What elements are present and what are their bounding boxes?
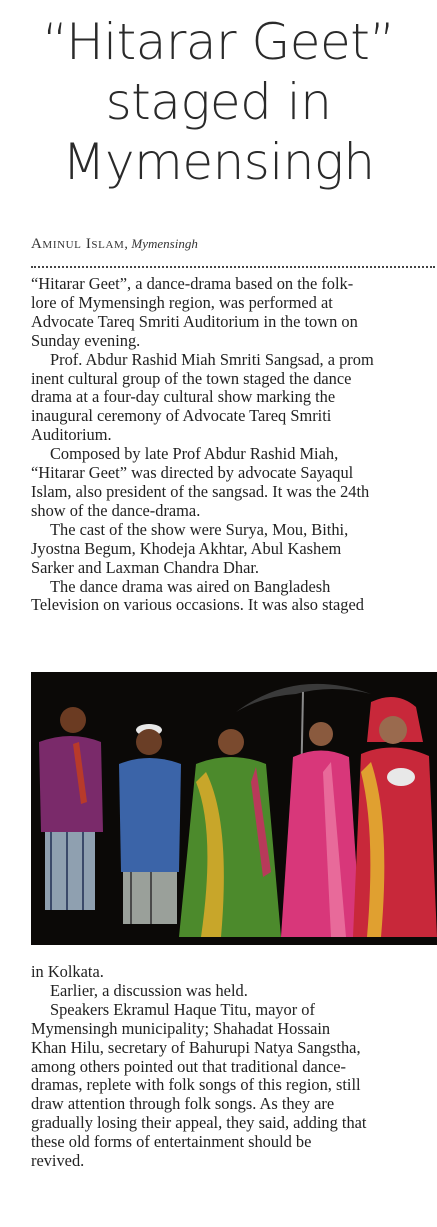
text-line: “Hitarar Geet” was directed by advocate Sayaqul	[31, 463, 354, 483]
text-line: Prof. Abdur Rashid Miah Smriti Sangsad, a prom	[50, 349, 374, 369]
article-body-bottom	[31, 963, 437, 1171]
text-line: lore of Mymensingh region, was performed at	[31, 292, 333, 312]
text-line: Islam, also president of the sangsad. It was the 24th	[31, 481, 370, 501]
text-line: inent cultural group of the town staged the dance	[31, 368, 352, 388]
text-line: Khan Hilu, secretary of Bahurupi Natya Sangstha,	[31, 1037, 361, 1057]
text-line: Earlier, a discussion was held.	[50, 980, 248, 1000]
text-line: Jyostna Begum, Khodeja Akhtar, Abul Kashem	[31, 538, 342, 558]
text-line: dramas, replete with folk songs of this region, still	[31, 1075, 361, 1095]
headline-line-3: Mymensingh	[62, 133, 375, 191]
text-line: show of the dance-drama.	[31, 500, 201, 520]
text-line: The cast of the show were Surya, Mou, Bithi,	[50, 519, 349, 539]
text-line: Mymensingh municipality; Shahadat Hossain	[31, 1018, 331, 1038]
text-line: The dance drama was aired on Bangladesh	[50, 576, 331, 596]
headline-line-2: staged in	[105, 73, 332, 131]
text-line: revived.	[31, 1151, 85, 1171]
text-line: “Hitarar Geet”, a dance-drama based on the folk-	[31, 274, 354, 293]
byline-separator: ,	[124, 237, 128, 252]
headline	[0, 12, 437, 192]
article-body-top	[31, 275, 437, 615]
text-line: Speakers Ekramul Haque Titu, mayor of	[50, 999, 315, 1019]
text-line: Sunday evening.	[31, 330, 141, 350]
text-line: Television on various occasions. It was also staged	[31, 595, 364, 615]
text-line: Sarker and Laxman Chandra Dhar.	[31, 557, 260, 577]
headline-line-1: “Hitarar Geet”	[42, 13, 395, 71]
text-line: inaugural ceremony of Advocate Tareq Smriti	[31, 406, 332, 426]
byline-author: Aminul Islam	[31, 236, 125, 252]
text-line: Composed by late Prof Abdur Rashid Miah,	[50, 444, 339, 464]
text-line: these old forms of entertainment should be	[31, 1132, 312, 1152]
text-line: Advocate Tareq Smriti Auditorium in the town on	[31, 311, 358, 331]
dotted-divider	[31, 266, 435, 268]
text-line: in Kolkata.	[31, 962, 104, 981]
text-line: gradually losing their appeal, they said, adding that	[31, 1113, 367, 1133]
stage-photo	[31, 672, 437, 945]
text-line: Auditorium.	[31, 425, 112, 445]
text-line: drama at a four-day cultural show marking the	[31, 387, 336, 407]
text-line: among others pointed out that traditional dance-	[31, 1056, 346, 1076]
byline-location: Mymensingh	[131, 236, 198, 251]
byline	[31, 236, 198, 253]
text-line: draw attention through folk songs. As they are	[31, 1094, 335, 1114]
performers-illustration	[31, 672, 437, 945]
